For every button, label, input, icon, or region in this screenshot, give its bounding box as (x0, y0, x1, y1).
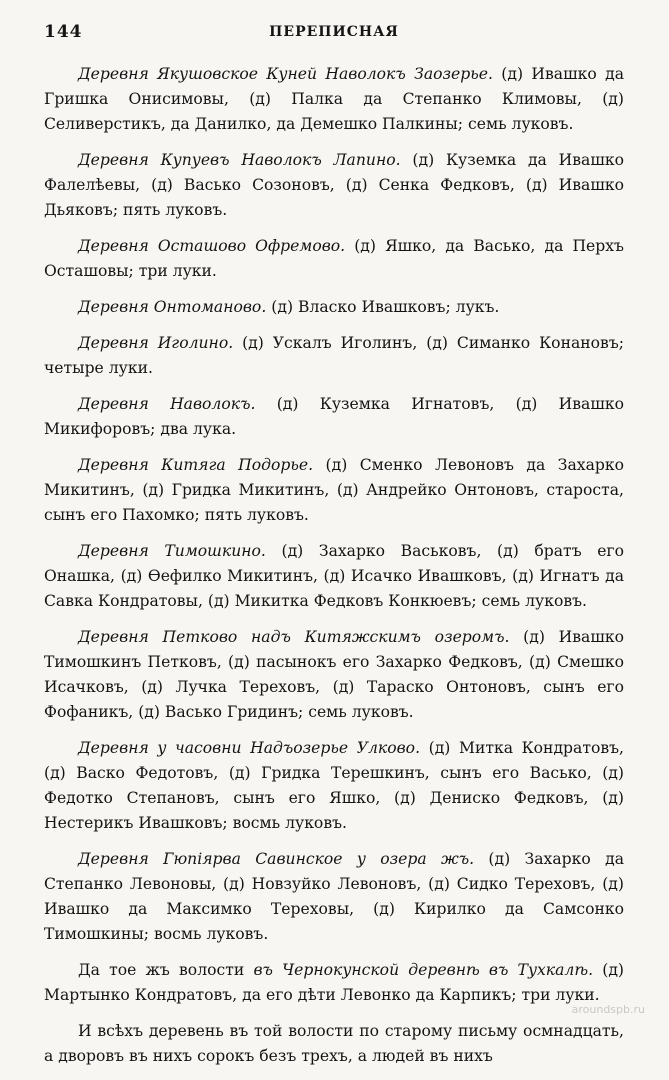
village-name: Деревня Гюпiярва Савинское у озера жъ. (78, 850, 475, 868)
entry-text: (д) Захарко Васьковъ, (д) братъ его Онашка, (д) Ѳефилко Микитинъ, (д) Исачко Ивашковъ, (д) Игнатъ да Савка Кондратовы, (д) Микитка Федковъ Конкюевъ; семь луковъ. (44, 542, 624, 610)
village-name: въ Чернокунской деревнѣ въ Тухкалѣ. (253, 961, 594, 979)
document-page (44, 14, 624, 1080)
village-name: Деревня Осташово Офремово. (78, 237, 346, 255)
village-entry (44, 625, 624, 725)
entry-text: И всѣхъ деревень въ той волости по старому письму осмнадцать, а дворовъ въ нихъ сорокъ безъ трехъ, а людей въ нихъ (44, 1022, 624, 1065)
village-name: Деревня у часовни Надъозерье Улково. (78, 739, 421, 757)
entry-text: (д) Яшко, да Васько, да Перхъ Осташовы; три луки. (44, 237, 624, 280)
entry-text: (д) Митка Кондратовъ, (д) Васко Федотовъ, (д) Гридка Терешкинъ, сынъ его Васько, (д) Федотко Степановъ, сынъ его Яшко, (д) Дениско Федковъ, (д) Нестерикъ Ивашковъ; восмь луковъ. (44, 739, 625, 832)
village-name: Деревня Тимошкино. (78, 542, 266, 560)
body-text (44, 62, 624, 1069)
entry-text: (д) Захарко да Степанко Левоновы, (д) Новзуйко Левоновъ, (д) Сидко Тереховъ, (д) Ивашко да Максимко Тереховы, (д) Кирилко да Самсонко Тимошкины; восмь луковъ. (44, 850, 624, 943)
entry-prefix: Да тое жъ волости (78, 961, 254, 979)
entry-text: (д) Мартынко Кондратовъ, да его дѣти Левонко да Карпикъ; три луки. (44, 961, 625, 1004)
village-name: Деревня Онтоманово. (78, 298, 267, 316)
village-entry (44, 295, 624, 320)
village-name: Деревня Петково надъ Китяжскимъ озеромъ. (78, 628, 510, 646)
running-head: ПЕРЕПИСНАЯ (269, 24, 399, 40)
village-name: Деревня Якушовское Куней Наволокъ Заозерье. (78, 65, 493, 83)
village-entry (44, 234, 624, 284)
entry-text: (д) Ивашко Тимошкинъ Петковъ, (д) пасынокъ его Захарко Федковъ, (д) Смешко Исачковъ, (д) Лучка Тереховъ, (д) Тараско Онтоновъ, сынъ его Фофаникъ, (д) Васько Гридинъ; семь луковъ. (44, 628, 624, 721)
entry-text: (д) Сменко Левоновъ да Захарко Микитинъ, (д) Гридка Микитинъ, (д) Андрейко Онтоновъ, староста, сынъ его Пахомко; пять луковъ. (44, 456, 624, 524)
village-entry (44, 453, 624, 528)
village-entry (44, 331, 624, 381)
entry-text: (д) Ускалъ Иголинъ, (д) Симанко Конановъ; четыре луки. (44, 334, 624, 377)
entry-text: (д) Куземка Игнатовъ, (д) Ивашко Микифоровъ; два лука. (44, 395, 624, 438)
village-entry (44, 62, 624, 137)
village-entry (44, 392, 624, 442)
entry-text: (д) Власко Ивашковъ; лукъ. (266, 298, 500, 316)
village-entry (44, 958, 624, 1008)
village-name: Деревня Иголино. (78, 334, 234, 352)
village-name: Деревня Купуевъ Наволокъ Лапино. (78, 151, 401, 169)
village-name: Деревня Наволокъ. (78, 395, 256, 413)
village-entry (44, 148, 624, 223)
village-entry (44, 847, 624, 947)
summary-paragraph (44, 1019, 624, 1069)
village-entry (44, 539, 624, 614)
entry-text: (д) Ивашко да Гришка Онисимовы, (д) Палка да Степанко Климовы, (д) Селиверстикъ, да Данилко, да Демешко Палкины; семь луковъ. (44, 65, 624, 133)
watermark: aroundspb.ru (571, 1003, 645, 1016)
village-name: Деревня Китяга Подорье. (78, 456, 314, 474)
page-header (44, 14, 624, 42)
entry-text: (д) Куземка да Ивашко Фалелѣевы, (д) Васько Созоновъ, (д) Сенка Федковъ, (д) Ивашко Дьяковъ; пять луковъ. (44, 151, 624, 219)
page-number: 144 (44, 22, 83, 42)
village-entry (44, 736, 624, 836)
